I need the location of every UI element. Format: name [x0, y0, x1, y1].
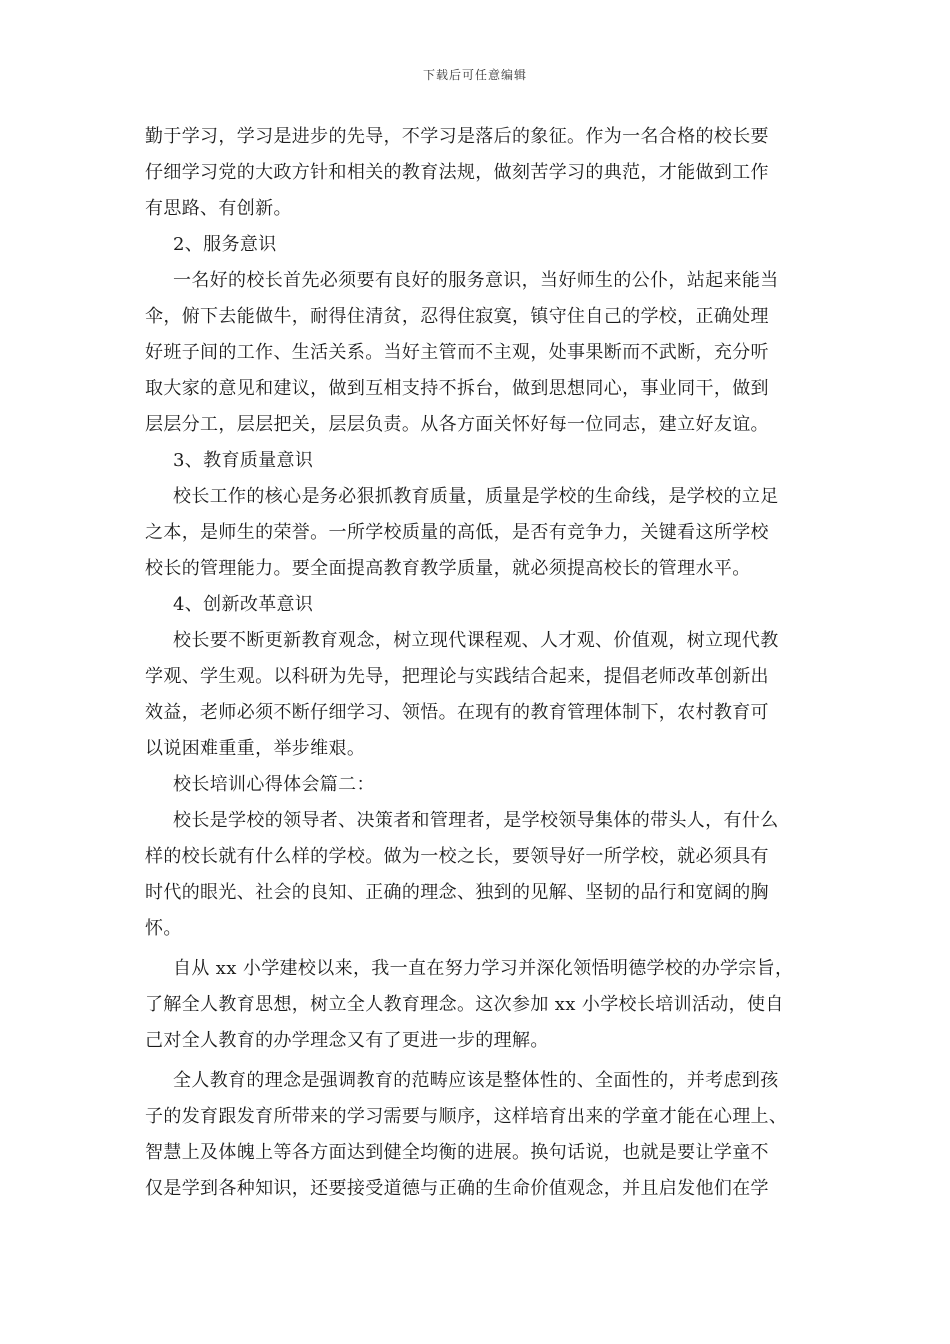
body-line: 校长是学校的领导者、决策者和管理者，是学校领导集体的带头人，有什么: [173, 810, 779, 831]
body-line: 之本，是师生的荣誉。一所学校质量的高低，是否有竞争力，关键看这所学校: [145, 522, 769, 543]
body-line: 勤于学习，学习是进步的先导，不学习是落后的象征。作为一名合格的校长要: [145, 126, 769, 147]
body-line: 以说困难重重，举步维艰。: [145, 738, 366, 759]
body-line: 时代的眼光、社会的良知、正确的理念、独到的见解、坚韧的品行和宽阔的胸: [145, 882, 769, 903]
body-line: 有思路、有创新。: [145, 198, 292, 219]
body-line: 层层分工，层层把关，层层负责。从各方面关怀好每一位同志，建立好友谊。: [145, 414, 769, 435]
section-heading: 2、服务意识: [173, 234, 277, 255]
body-line: 校长要不断更新教育观念，树立现代课程观、人才观、价值观，树立现代教: [173, 630, 779, 651]
body-line: 智慧上及体魄上等各方面达到健全均衡的进展。换句话说，也就是要让学童不: [145, 1142, 769, 1163]
body-line: 怀。: [145, 918, 182, 939]
section-heading: 3、教育质量意识: [173, 450, 314, 471]
body-line: 校长的管理能力。要全面提高教育教学质量，就必须提高校长的管理水平。: [145, 558, 751, 579]
section-heading: 校长培训心得体会篇二：: [173, 774, 375, 795]
body-line: 了解全人教育思想，树立全人教育理念。这次参加 xx 小学校长培训活动，使自: [145, 994, 784, 1015]
body-line: 取大家的意见和建议，做到互相支持不拆台，做到思想同心，事业同干，做到: [145, 378, 769, 399]
body-line: 自从 xx 小学建校以来，我一直在努力学习并深化领悟明德学校的办学宗旨，: [173, 958, 794, 979]
body-line: 效益，老师必须不断仔细学习、领悟。在现有的教育管理体制下，农村教育可: [145, 702, 769, 723]
section-heading: 4、创新改革意识: [173, 594, 314, 615]
body-line: 一名好的校长首先必须要有良好的服务意识，当好师生的公仆，站起来能当: [173, 270, 779, 291]
body-line: 己对全人教育的办学理念又有了更进一步的理解。: [145, 1030, 549, 1051]
body-line: 校长工作的核心是务必狠抓教育质量，质量是学校的生命线，是学校的立足: [173, 486, 779, 507]
document-body: [145, 119, 807, 1207]
page-header: 下载后可任意编辑: [422, 68, 527, 82]
body-line: 好班子间的工作、生活关系。当好主管而不主观，处事果断而不武断，充分听: [145, 342, 769, 363]
body-line: 子的发育跟发育所带来的学习需要与顺序，这样培育出来的学童才能在心理上、: [145, 1106, 788, 1127]
body-line: 全人教育的理念是强调教育的范畴应该是整体性的、全面性的，并考虑到孩: [173, 1070, 779, 1091]
body-line: 伞，俯下去能做牛，耐得住清贫，忍得住寂寞，镇守住自己的学校，正确处理: [145, 306, 769, 327]
body-line: 学观、学生观。以科研为先导，把理论与实践结合起来，提倡老师改革创新出: [145, 666, 769, 687]
body-line: 仅是学到各种知识，还要接受道德与正确的生命价值观念，并且启发他们在学: [145, 1178, 769, 1199]
body-line: 样的校长就有什么样的学校。做为一校之长，要领导好一所学校，就必须具有: [145, 846, 769, 867]
body-line: 仔细学习党的大政方针和相关的教育法规，做刻苦学习的典范，才能做到工作: [145, 162, 769, 183]
